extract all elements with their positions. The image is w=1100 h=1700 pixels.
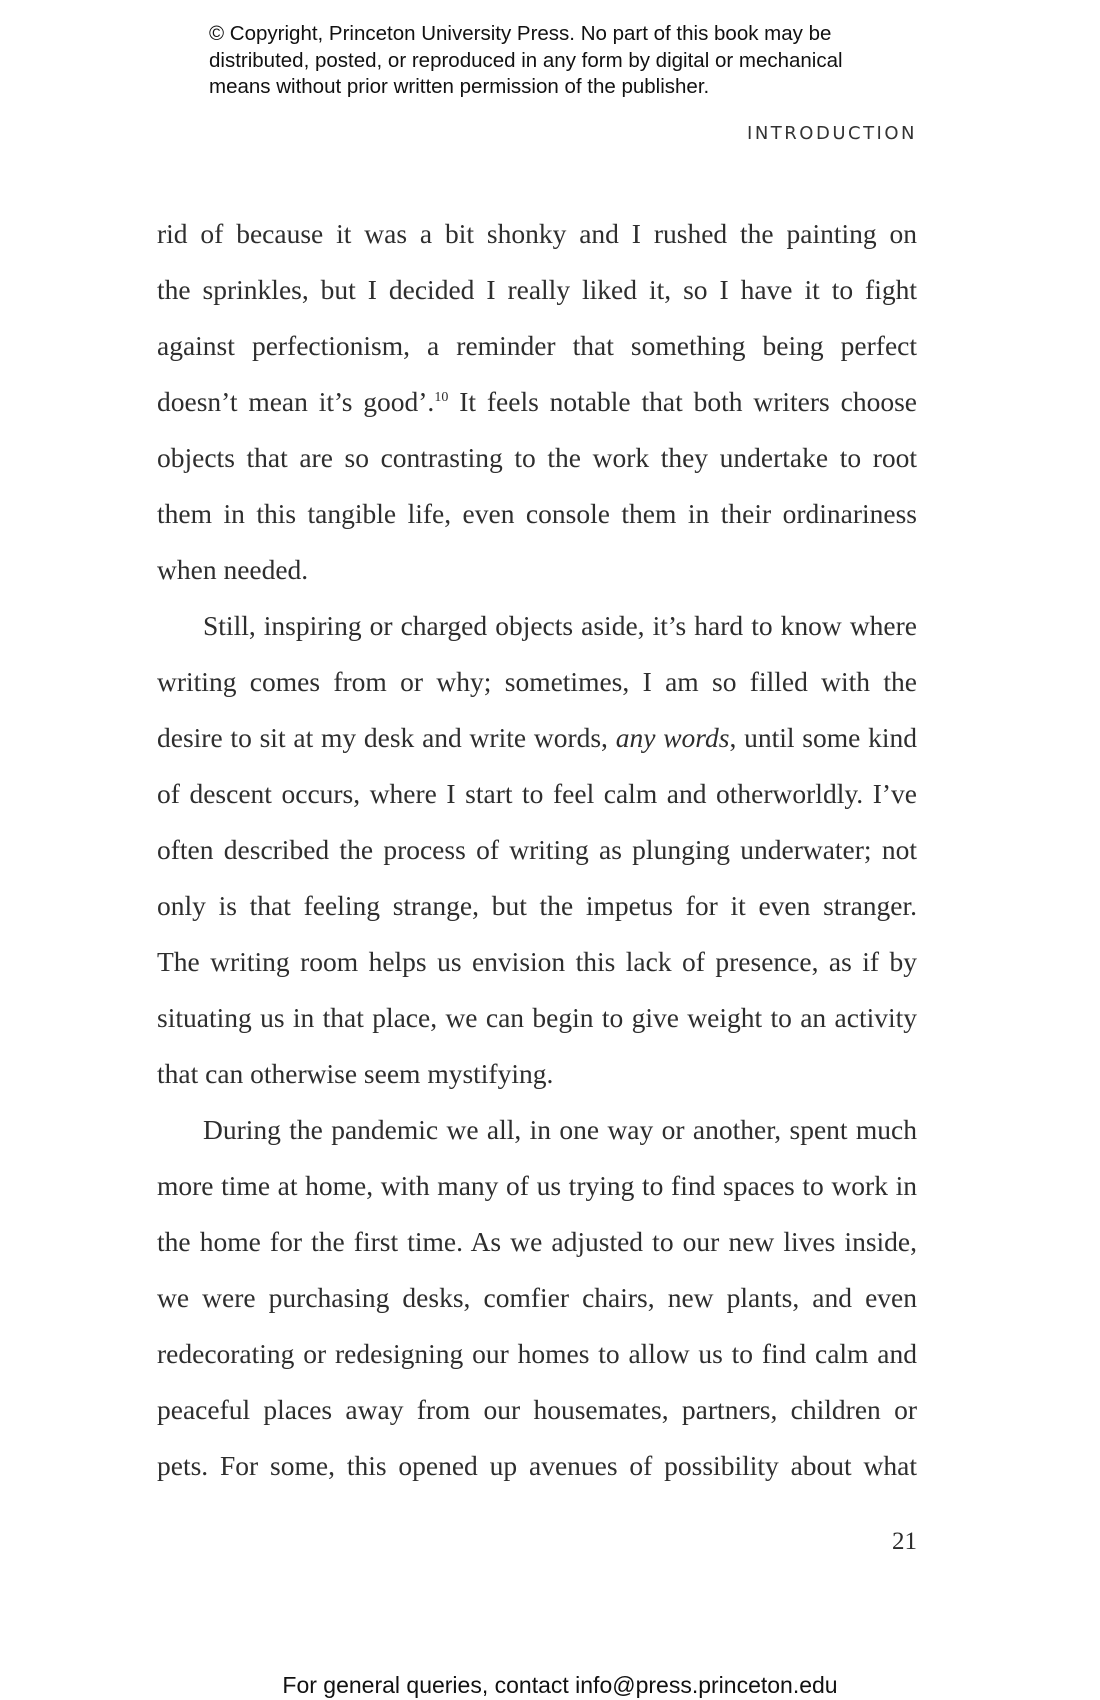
footnote-ref: 10 [434,389,449,405]
paragraph-3 [157,1102,917,1494]
text-line: objects that are so contrasting to the work they undertake to root [157,442,917,473]
text-line: the home for the first time. As we adjusted to our new lives inside, [157,1226,917,1257]
text-line: more time at home, with many of us trying to find spaces to work in [157,1170,917,1201]
text-line: rid of because it was a bit shonky and I rushed the painting on [157,218,917,249]
text-line: peaceful places away from our housemates, partners, children or [157,1394,917,1425]
copyright-line-3: means without prior written permission of the publisher. [209,75,710,98]
text-line-with-footnote [157,374,917,430]
body-text [157,206,917,1494]
paragraph-1 [157,206,917,598]
text-segment: doesn’t mean it’s good’. [157,386,435,417]
running-head: INTRODUCTION [747,123,917,144]
text-line: writing comes from or why; sometimes, I am so filled with the [157,666,917,697]
text-line: often described the process of writing as plunging underwater; not [157,834,917,865]
text-line: the sprinkles, but I decided I really liked it, so I have it to fight [157,274,917,305]
text-line-with-italic [157,710,917,766]
footer-contact [0,1672,1100,1699]
italic-emphasis: any words [615,722,730,753]
text-segment: It feels notable that both writers choose [459,386,917,417]
text-line: of descent occurs, where I start to feel calm and otherworldly. I’ve [157,778,917,809]
copyright-notice [209,21,929,101]
text-line: situating us in that place, we can begin to give weight to an activity [157,1002,917,1033]
text-line: that can otherwise seem mystifying. [157,1058,554,1089]
text-line: when needed. [157,554,309,585]
copyright-line-2: distributed, posted, or reproduced in any form by digital or mechanical [209,48,843,72]
text-line: against perfectionism, a reminder that something being perfect [157,330,917,361]
copyright-line-1: © Copyright, Princeton University Press. No part of this book may be [209,22,832,45]
footer-text: For general queries, contact info@press.princeton.edu [282,1672,838,1698]
text-segment: , until some kind [729,722,917,753]
text-segment: desire to sit at my desk and write words, [157,722,608,753]
paragraph-2 [157,598,917,1102]
page-number: 21 [892,1528,917,1555]
text-line: The writing room helps us envision this lack of presence, as if by [157,946,917,977]
text-line: During the pandemic we all, in one way or another, spent much [203,1114,917,1145]
text-line: Still, inspiring or charged objects aside, it’s hard to know where [203,610,917,641]
text-line: them in this tangible life, even console them in their ordinariness [157,498,917,529]
text-line: we were purchasing desks, comfier chairs, new plants, and even [157,1282,917,1313]
text-line: pets. For some, this opened up avenues of possibility about what [157,1450,917,1481]
text-line: redecorating or redesigning our homes to allow us to find calm and [157,1338,917,1369]
text-line: only is that feeling strange, but the impetus for it even stranger. [157,890,917,921]
